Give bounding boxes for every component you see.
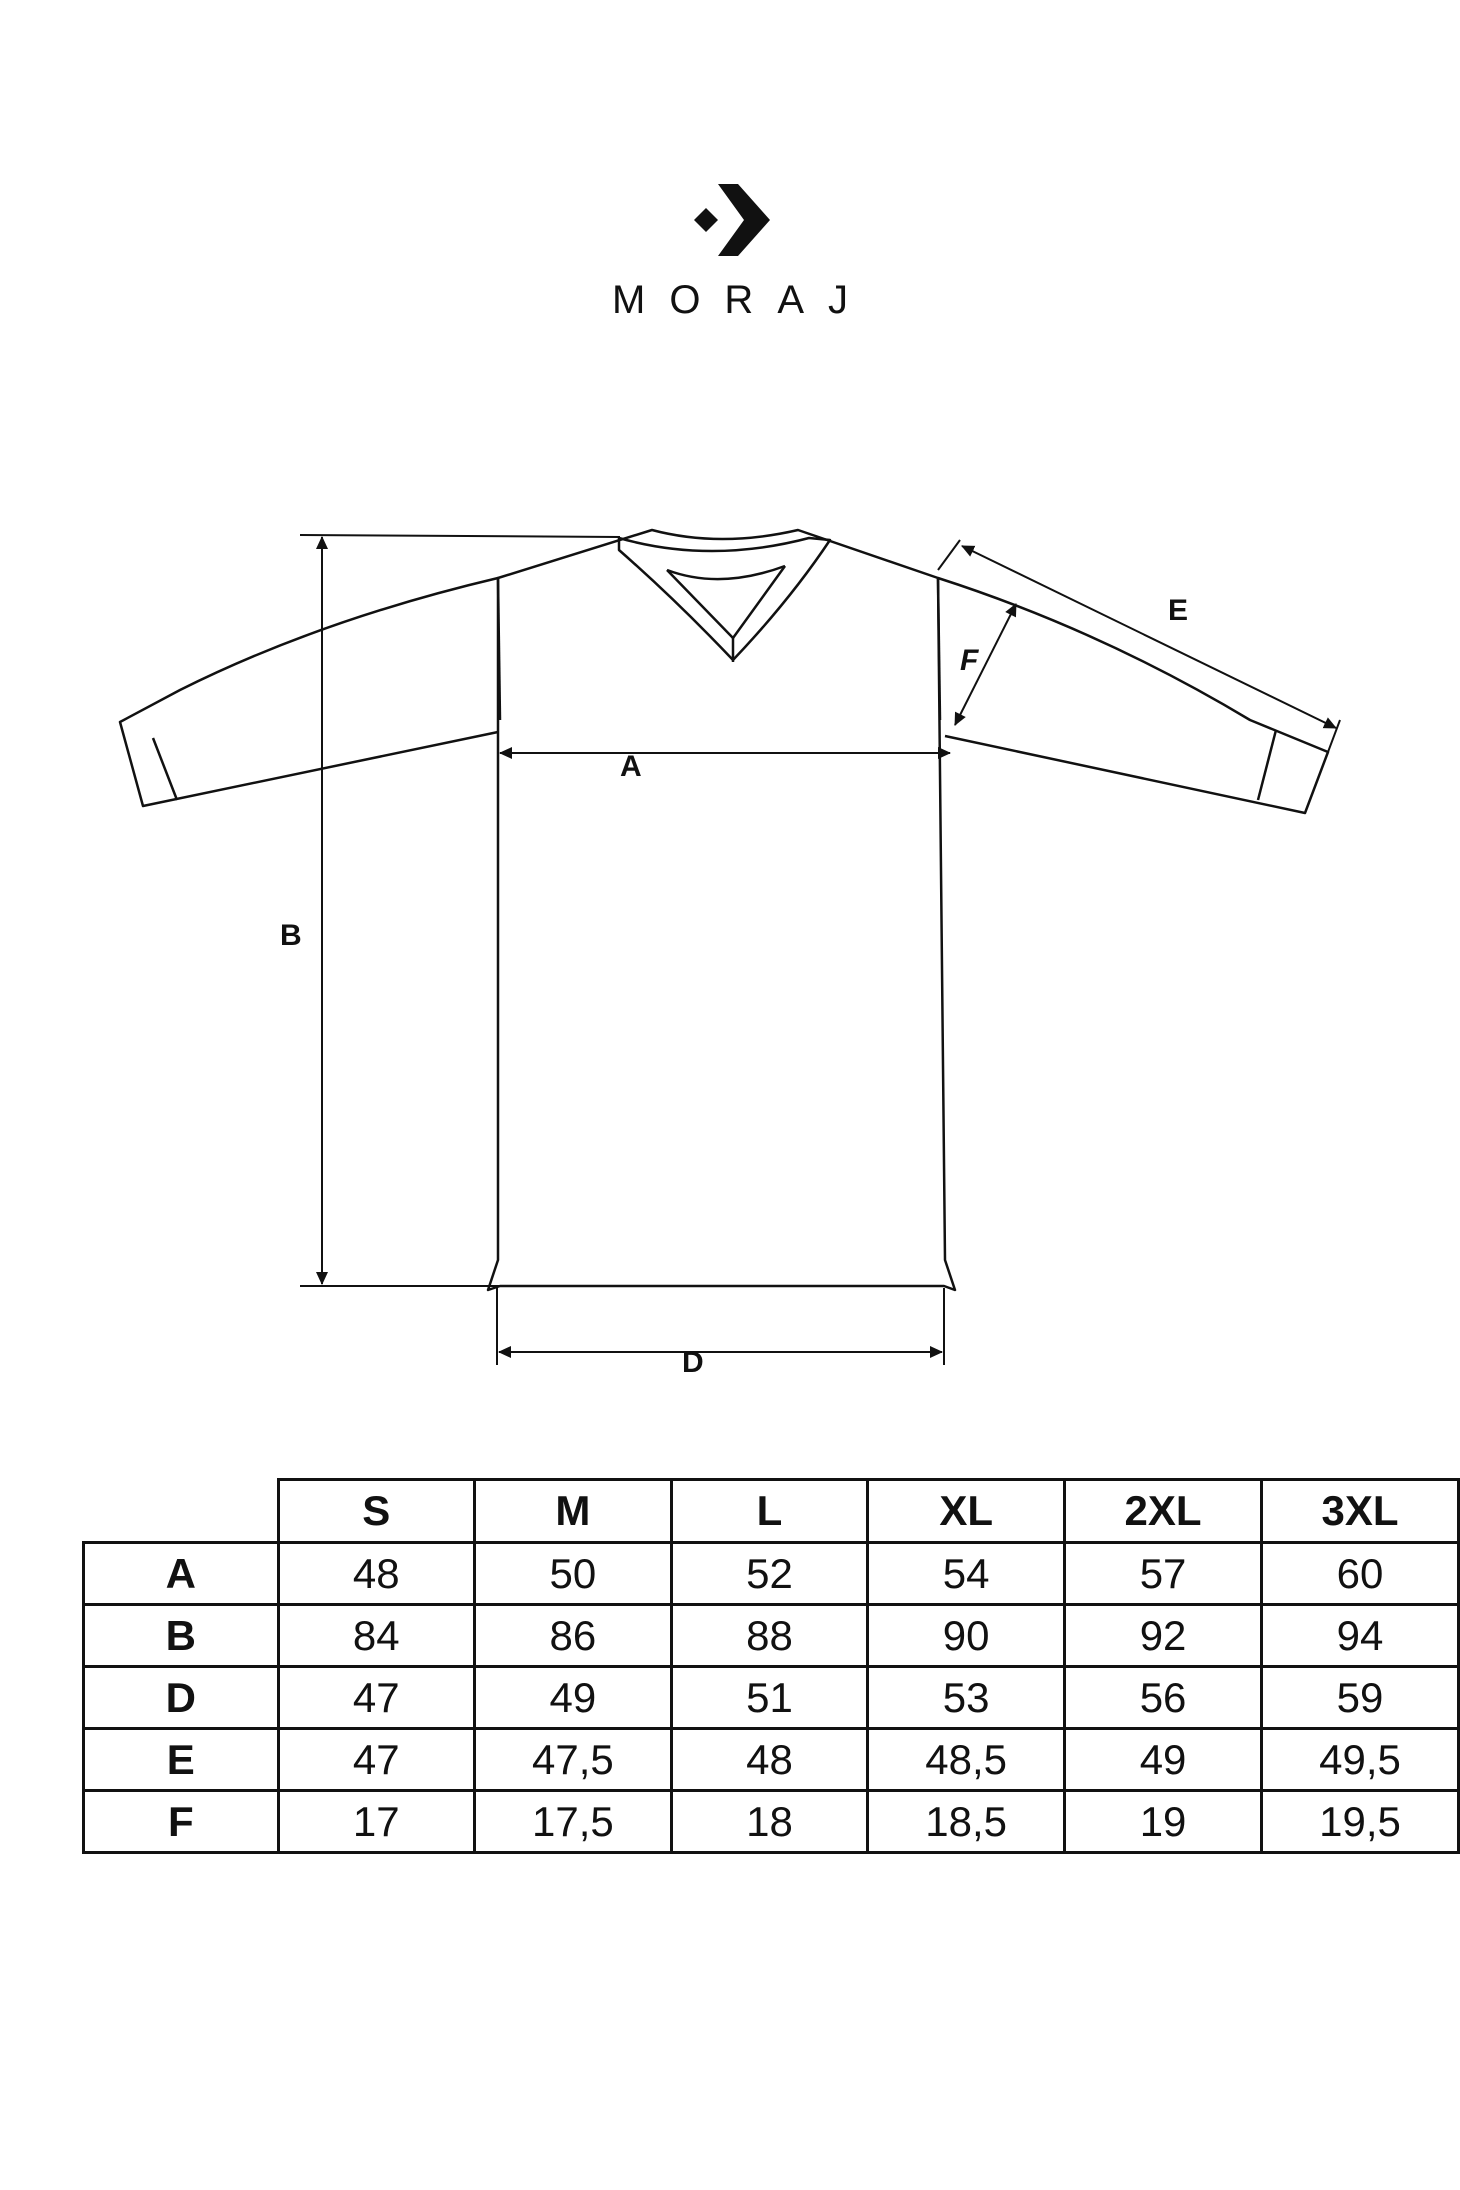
size-header-row	[84, 1480, 1459, 1543]
table-cell: 54	[868, 1543, 1065, 1605]
size-header-m: M	[474, 1480, 671, 1543]
table-cell: 56	[1065, 1667, 1262, 1729]
table-cell: 90	[868, 1605, 1065, 1667]
size-chart-table	[82, 1478, 1460, 1854]
table-cell: 57	[1065, 1543, 1262, 1605]
table-cell: 51	[671, 1667, 867, 1729]
table-cell: 53	[868, 1667, 1065, 1729]
table-cell: 19,5	[1262, 1791, 1459, 1853]
table-row	[84, 1605, 1459, 1667]
dim-label-d: D	[682, 1346, 704, 1379]
left-sleeve	[120, 578, 498, 806]
moraj-chevron-logo-icon	[690, 178, 774, 262]
table-cell: 86	[474, 1605, 671, 1667]
brand-name: MORAJ	[612, 278, 872, 322]
table-cell: 59	[1262, 1667, 1459, 1729]
table-row	[84, 1543, 1459, 1605]
table-cell: 48	[671, 1729, 867, 1791]
table-cell: 47,5	[474, 1729, 671, 1791]
row-label: D	[84, 1667, 279, 1729]
table-row	[84, 1791, 1459, 1853]
dim-label-f: F	[960, 644, 979, 677]
dim-label-e: E	[1168, 594, 1189, 627]
sweater-diagram-svg	[0, 470, 1460, 1390]
table-cell: 49,5	[1262, 1729, 1459, 1791]
table-cell: 18,5	[868, 1791, 1065, 1853]
dim-label-b: B	[280, 919, 302, 952]
neck-band	[619, 538, 830, 660]
table-cell: 84	[278, 1605, 474, 1667]
size-header-3xl: 3XL	[1262, 1480, 1459, 1543]
table-cell: 92	[1065, 1605, 1262, 1667]
table-row	[84, 1729, 1459, 1791]
sweater-measurement-diagram	[0, 470, 1460, 1390]
dim-line-e	[962, 546, 1336, 728]
table-cell: 17,5	[474, 1791, 671, 1853]
size-header-s: S	[278, 1480, 474, 1543]
table-row	[84, 1667, 1459, 1729]
size-header-2xl: 2XL	[1065, 1480, 1262, 1543]
corner-cell	[84, 1480, 279, 1543]
size-header-l: L	[671, 1480, 867, 1543]
table-cell: 94	[1262, 1605, 1459, 1667]
size-header-xl: XL	[868, 1480, 1065, 1543]
row-label: E	[84, 1729, 279, 1791]
table-cell: 88	[671, 1605, 867, 1667]
table-cell: 52	[671, 1543, 867, 1605]
table-cell: 19	[1065, 1791, 1262, 1853]
table-cell: 47	[278, 1729, 474, 1791]
table-cell: 50	[474, 1543, 671, 1605]
row-label: A	[84, 1543, 279, 1605]
row-label: B	[84, 1605, 279, 1667]
dim-label-a: A	[620, 750, 642, 783]
sweater-outline	[488, 530, 955, 1290]
table-cell: 47	[278, 1667, 474, 1729]
table-cell: 48	[278, 1543, 474, 1605]
row-label: F	[84, 1791, 279, 1853]
table-cell: 48,5	[868, 1729, 1065, 1791]
table-cell: 49	[1065, 1729, 1262, 1791]
table-cell: 18	[671, 1791, 867, 1853]
table-cell: 60	[1262, 1543, 1459, 1605]
table-cell: 17	[278, 1791, 474, 1853]
brand-logo	[0, 150, 1460, 330]
table-cell: 49	[474, 1667, 671, 1729]
